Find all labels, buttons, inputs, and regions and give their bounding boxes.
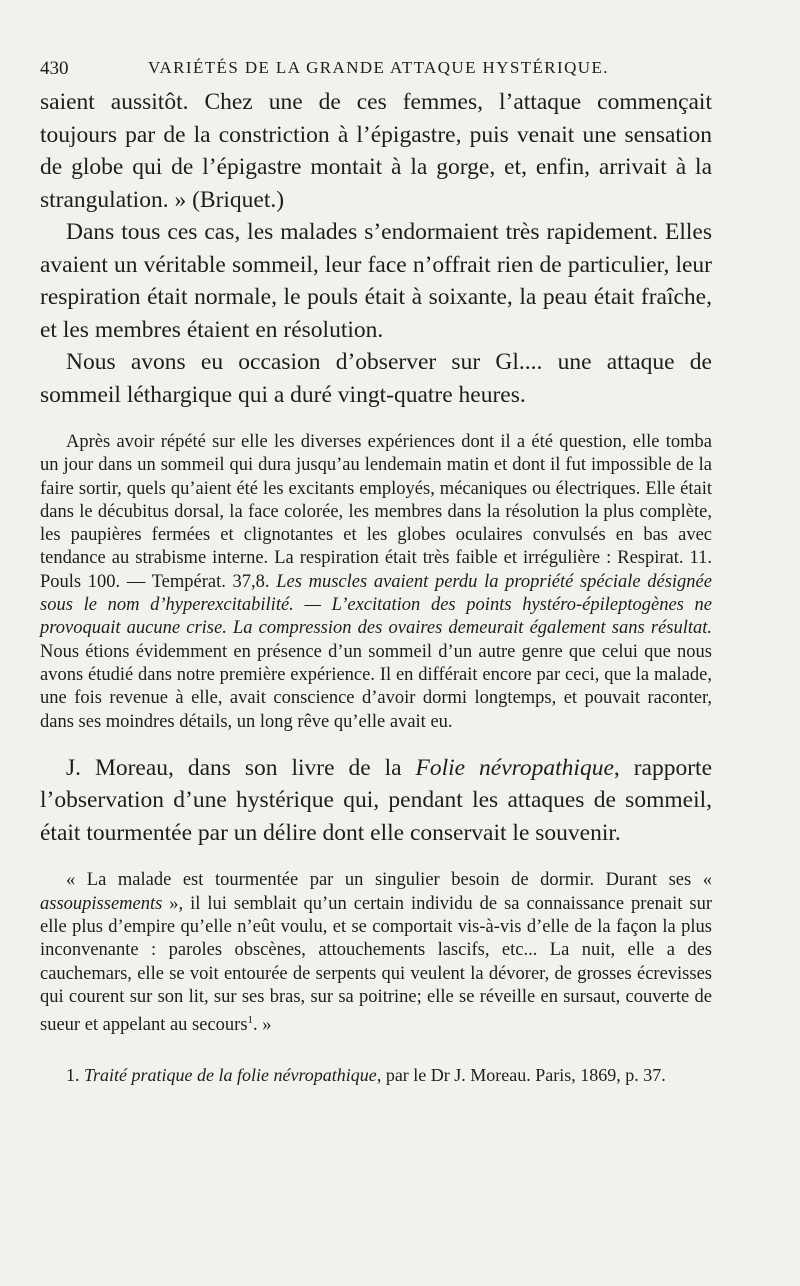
paragraph-observation-gl: Nous avons eu occasion d’observer sur Gl.... une attaque de sommeil léthargique qui a duré vingt-quatre heures.	[40, 349, 712, 408]
paragraph-sleep-cases: Dans tous ces cas, les malades s’endormaient très rapidement. Elles avaient un véritable sommeil, leur face n’offrait rien de particulier, leur respiration était normale, le pouls était à soixante, la peau était fraîche, et les membres étaient en résolution.	[40, 219, 712, 343]
paragraph-continuation: saient aussitôt. Chez une de ces femmes, l’attaque commençait toujours par de la constriction à l’épigastre, puis venait une sensation de globe qui de l’épigastre montait à la gorge, et, enfin, arrivait à la strangulation. » (Briquet.)	[40, 89, 712, 213]
paragraph-quotation	[40, 869, 712, 1037]
experiment-text-c: Nous étions évidemment en présence d’un sommeil d’un autre genre que celui que nous avons étudié dans notre première expérience. Il en différait encore par ceci, que la malade, une fois revenue à elle, avait conscience d’avoir dormi longtemps, et pouvait raconter, dans ses moindres détails, un long rêve qu’elle avait eu.	[40, 641, 712, 732]
moreau-text-c: , rapporte l’observation d’une hystérique qui, pendant les attaques de sommeil, était tourmentée par un délire dont elle conservait le souvenir.	[40, 754, 712, 846]
paragraph-moreau	[40, 752, 712, 850]
book-page	[40, 52, 712, 1086]
running-title: VARIÉTÉS DE LA GRANDE ATTAQUE HYSTÉRIQUE.	[148, 58, 609, 77]
paragraph-experiment-details	[40, 431, 712, 734]
footnote-rest: , par le Dr J. Moreau. Paris, 1869, p. 37.	[376, 1064, 666, 1085]
experiment-text-a: Après avoir répété sur elle les diverses expériences dont il a été question, elle tomba un jour dans un sommeil qui dura jusqu’au lendemain matin et dont il fut impossible de la faire sortir, quels qu’aient été les excitants employés, mécaniques ou électriques. Elle était dans le décubitus dorsal, la face colorée, les membres dans la résolution la plus complète, les paupières fermées et clignotantes et les globes oculaires convulsés en bas avec tendance au strabisme interne. La respiration était très faible et irrégulière : Respirat. 11. Pouls 100. — Températ. 37,8.	[40, 432, 712, 592]
moreau-book-title: Folie névropathique	[415, 754, 614, 781]
experiment-text-italic: Les muscles avaient perdu la propriété spéciale désignée sous le nom d’hyperexcitabilité. — L’excitation des points hystéro-épileptogènes ne provoquait aucune crise. La compression des ovaires demeurait également sans résultat.	[40, 571, 712, 639]
page-number: 430	[40, 58, 69, 79]
page-header	[40, 52, 712, 86]
footnote-title: Traité pratique de la folie névropathique	[84, 1064, 377, 1085]
footnote-reference: 1	[247, 1014, 254, 1027]
footnote-number: 1.	[66, 1064, 80, 1085]
quote-text-c: », il lui semblait qu’un certain individu de sa connaissance prenait sur elle plus d’empire qu’elle n’eût voulu, et se comportait vis-à-vis d’elle de la façon la plus inconvenante : paroles obscènes, attouchements lascifs, etc... La nuit, elle a des cauchemars, elle se voit entourée de serpents qui veulent la dévorer, de grosses écrevisses qui courent sur son lit, sur ses bras, sur sa poitrine; elle se réveille en sursaut, couverte de sueur et appelant au secours	[40, 893, 712, 1036]
quote-italic: assoupissements	[40, 893, 163, 914]
footnote	[40, 1064, 712, 1086]
moreau-text-a: J. Moreau, dans son livre de la	[66, 754, 416, 781]
quote-text-d: . »	[253, 1015, 272, 1036]
quote-text-a: « La malade est tourmentée par un singulier besoin de dormir. Durant ses «	[66, 870, 712, 891]
